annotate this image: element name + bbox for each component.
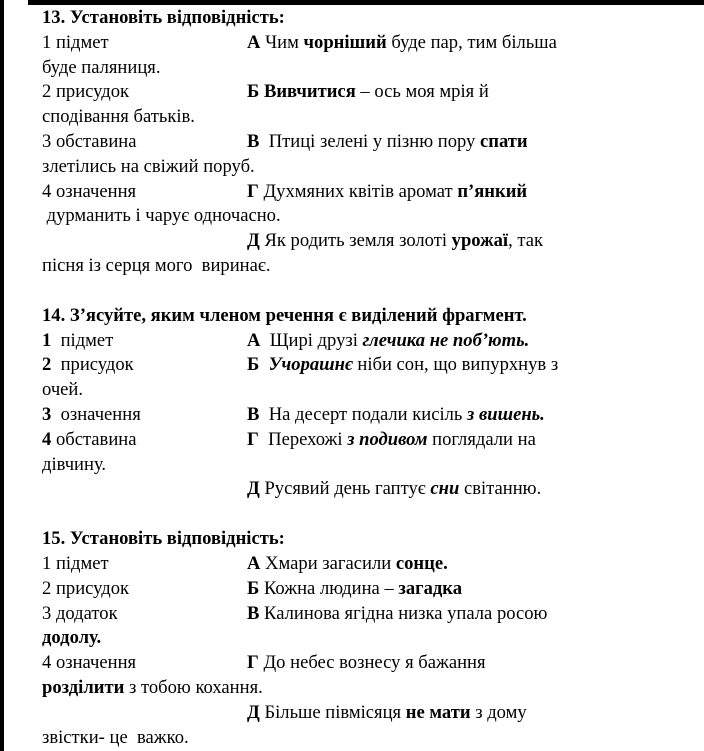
line-continuation — [42, 726, 670, 751]
line-continuation — [42, 204, 670, 229]
text-line — [42, 477, 670, 502]
text-segment: 2 присудок — [42, 81, 130, 103]
text-line — [42, 180, 670, 205]
question-title: 15. Установіть відповідність: — [42, 528, 285, 550]
text-segment: з тобою кохання. — [124, 676, 263, 698]
question-title: 13. Установіть відповідність: — [42, 7, 285, 28]
text-segment — [259, 354, 268, 375]
line-right-option — [247, 701, 670, 726]
text-segment: Г — [247, 652, 259, 674]
text-line — [42, 329, 670, 354]
text-segment: розділити — [42, 676, 125, 698]
line-left-item — [42, 403, 247, 428]
question-block — [42, 304, 670, 502]
line-left-item — [42, 31, 247, 56]
text-line — [42, 676, 670, 701]
text-line — [42, 552, 670, 577]
line-continuation — [42, 378, 670, 403]
text-segment: з дому — [470, 701, 527, 723]
text-segment: Б — [247, 577, 260, 599]
text-segment: А — [247, 552, 261, 574]
text-segment: Русявий день гаптує — [259, 478, 431, 500]
line-right-option — [247, 428, 670, 453]
text-segment: означення — [51, 403, 141, 425]
text-line — [42, 626, 670, 651]
text-segment: поглядали на — [427, 428, 536, 450]
line-left-item — [42, 130, 247, 155]
text-line — [42, 403, 670, 428]
text-line — [42, 229, 670, 254]
text-segment: Б — [247, 354, 260, 376]
line-continuation — [42, 254, 670, 279]
text-segment: пісня із серця мого виринає. — [42, 254, 271, 276]
line-left-item — [42, 353, 247, 378]
text-segment: Д — [247, 230, 260, 252]
text-segment: звістки- це важко. — [42, 726, 189, 748]
line-continuation — [42, 56, 670, 81]
text-segment: 4 означення — [42, 652, 137, 674]
question-block — [42, 6, 670, 279]
line-left-item — [42, 180, 247, 205]
line-right-option — [247, 329, 670, 354]
text-segment: з подивом — [347, 428, 428, 450]
text-segment: очей. — [42, 379, 84, 401]
line-left-item — [42, 651, 247, 676]
text-line — [42, 56, 670, 81]
text-line — [42, 602, 670, 627]
text-line — [42, 254, 670, 279]
text-line — [42, 577, 670, 602]
text-segment: 1 підмет — [42, 31, 109, 53]
text-segment: Г — [247, 428, 259, 450]
text-segment: буде пар, тим більша — [386, 31, 557, 53]
text-line — [42, 155, 670, 180]
line-right-option — [247, 577, 670, 602]
text-segment: світанню. — [459, 478, 542, 500]
text-segment: Д — [247, 478, 260, 500]
line-continuation — [42, 626, 670, 651]
text-line — [42, 105, 670, 130]
text-segment: На десерт подали кисіль — [259, 403, 468, 425]
text-segment: Учорашнє — [268, 354, 353, 376]
text-segment: Хмари загасили — [260, 552, 396, 574]
text-line — [42, 726, 670, 751]
text-segment: А — [247, 329, 261, 351]
text-segment: спати — [480, 130, 528, 152]
line-right-option — [247, 229, 670, 254]
text-segment: загадка — [398, 577, 463, 599]
text-segment: Як родить земля золоті — [259, 230, 452, 252]
text-segment: Кожна людина – — [259, 577, 399, 599]
line-left-item — [42, 552, 247, 577]
text-segment: До небес вознесу я бажання — [258, 652, 486, 674]
text-line — [42, 31, 670, 56]
text-segment: дурманить і чарує одночасно. — [42, 205, 281, 227]
text-segment: – ось моя мрія й — [355, 81, 489, 103]
line-right-option — [247, 651, 670, 676]
text-segment: буде паляниця. — [42, 56, 161, 78]
text-line — [42, 80, 670, 105]
text-segment: Більше півмісяця — [259, 701, 406, 723]
text-segment: з вишень. — [467, 403, 545, 425]
line-right-option — [247, 602, 670, 627]
text-line — [42, 651, 670, 676]
text-segment: Б Вивчитися — [247, 81, 356, 103]
line-left-item — [42, 602, 247, 627]
question-title: 14. З’ясуйте, яким членом речення є виділений фрагмент. — [42, 304, 527, 326]
text-segment: 2 — [42, 354, 52, 376]
text-segment: Перехожі — [258, 428, 348, 450]
text-segment: ніби сон, що випурхнув з — [352, 354, 559, 376]
line-right-option — [247, 552, 670, 577]
line-right-option — [247, 80, 670, 105]
text-segment: Чим — [260, 31, 304, 53]
text-line — [42, 701, 670, 726]
line-continuation — [42, 105, 670, 130]
questions-container — [42, 6, 670, 750]
text-segment: присудок — [51, 354, 134, 376]
text-segment: , так — [508, 230, 544, 252]
line-left-item — [42, 80, 247, 105]
text-segment: 3 обставина — [42, 130, 137, 152]
text-segment: 3 додаток — [42, 602, 118, 624]
text-line — [42, 453, 670, 478]
text-segment: 4 означення — [42, 180, 137, 202]
text-segment: 1 підмет — [42, 552, 109, 574]
text-segment: урожаї — [451, 230, 509, 252]
line-left-item — [42, 329, 247, 354]
text-segment: сподівання батьків. — [42, 106, 195, 128]
text-segment: 1 — [42, 329, 52, 351]
text-segment: 4 — [42, 428, 52, 450]
line-left-item — [42, 577, 247, 602]
text-segment: В — [247, 602, 260, 624]
line-right-option — [247, 477, 670, 502]
text-segment: глечика не поб’ють. — [362, 329, 530, 351]
line-continuation — [42, 155, 670, 180]
top-border-rule — [28, 0, 704, 5]
line-right-option — [247, 130, 670, 155]
line-right-option — [247, 353, 670, 378]
question-block — [42, 527, 670, 750]
text-segment: В — [247, 130, 260, 152]
text-line — [42, 204, 670, 229]
text-segment: В — [247, 403, 260, 425]
text-segment: не мати — [405, 701, 471, 723]
text-segment: 3 — [42, 403, 52, 425]
text-segment: злетілись на свіжий поруб. — [42, 155, 255, 177]
text-segment: 2 присудок — [42, 577, 130, 599]
text-segment: Г — [247, 180, 259, 202]
line-right-option — [247, 403, 670, 428]
text-segment: Щирі друзі — [260, 329, 363, 351]
text-segment: сни — [430, 478, 460, 500]
text-segment: А — [247, 31, 261, 53]
line-continuation — [42, 453, 670, 478]
text-segment: дівчину. — [42, 453, 107, 475]
text-segment: Птиці зелені у пізню пору — [259, 130, 481, 152]
text-line — [42, 130, 670, 155]
text-line — [42, 353, 670, 378]
text-segment: Д — [247, 701, 260, 723]
text-segment: чорніший — [303, 31, 387, 53]
line-left-item — [42, 428, 247, 453]
text-segment: додолу. — [42, 627, 102, 649]
text-line — [42, 428, 670, 453]
text-segment: Духмяних квітів аромат — [258, 180, 458, 202]
line-continuation — [42, 676, 670, 701]
text-segment: п’янкий — [457, 180, 528, 202]
left-border-rule — [0, 0, 4, 751]
line-right-option — [247, 180, 670, 205]
text-line — [42, 378, 670, 403]
line-right-option — [247, 31, 670, 56]
text-segment: обставина — [51, 428, 137, 450]
text-segment: підмет — [51, 329, 114, 351]
text-segment: сонце. — [395, 552, 448, 574]
text-segment: Калинова ягідна низка упала росою — [259, 602, 548, 624]
